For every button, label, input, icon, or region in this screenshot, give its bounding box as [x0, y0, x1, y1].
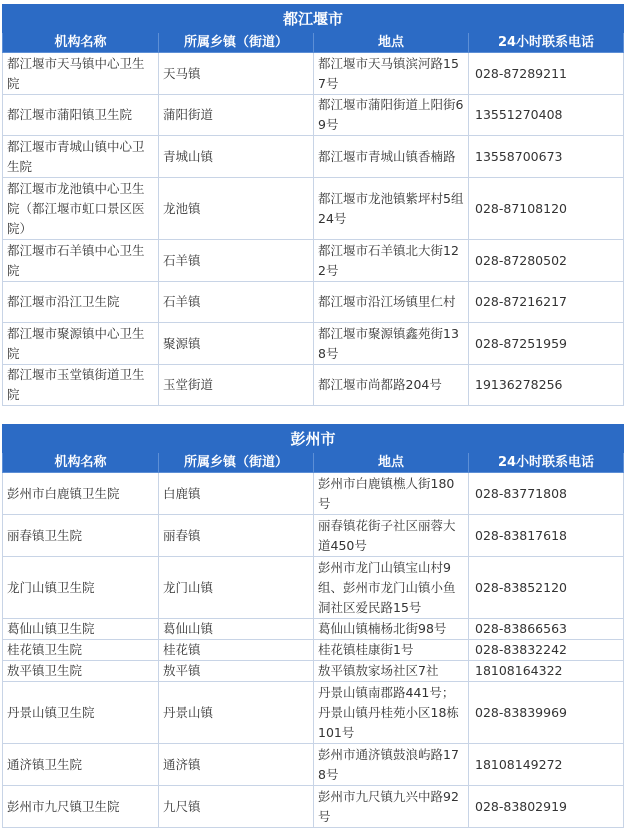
cell-town: 青城山镇 — [159, 136, 314, 178]
table-row — [3, 786, 624, 828]
cell-address: 都江堰市沿江场镇里仁村 — [314, 282, 469, 323]
cell-town: 石羊镇 — [159, 240, 314, 282]
cell-name: 都江堰市天马镇中心卫生院 — [3, 53, 159, 95]
section-dujiangyan — [2, 4, 623, 406]
table-row — [3, 282, 624, 323]
cell-name: 都江堰市蒲阳镇卫生院 — [3, 95, 159, 136]
cell-town: 天马镇 — [159, 53, 314, 95]
column-header-town: 所属乡镇（街道） — [159, 33, 314, 53]
cell-town: 葛仙山镇 — [159, 619, 314, 640]
cell-phone: 13551270408 — [469, 95, 624, 136]
section-title: 彭州市 — [3, 425, 624, 453]
cell-phone: 028-87251959 — [469, 323, 624, 365]
column-header-name: 机构名称 — [3, 33, 159, 53]
cell-town: 石羊镇 — [159, 282, 314, 323]
section-pengzhou — [2, 424, 623, 828]
cell-town: 龙池镇 — [159, 178, 314, 240]
cell-address: 彭州市通济镇鼓浪屿路178号 — [314, 744, 469, 786]
table-row — [3, 323, 624, 365]
cell-address: 都江堰市青城山镇香楠路 — [314, 136, 469, 178]
table-row — [3, 178, 624, 240]
hospital-table — [2, 4, 624, 406]
cell-name: 都江堰市聚源镇中心卫生院 — [3, 323, 159, 365]
section-title: 都江堰市 — [3, 5, 624, 33]
cell-town: 九尺镇 — [159, 786, 314, 828]
cell-phone: 028-83771808 — [469, 473, 624, 515]
hospital-table — [2, 424, 624, 828]
cell-phone: 18108149272 — [469, 744, 624, 786]
cell-town: 聚源镇 — [159, 323, 314, 365]
column-header-name: 机构名称 — [3, 453, 159, 473]
cell-address: 彭州市龙门山镇宝山村9组、彭州市龙门山镇小鱼洞社区爱民路15号 — [314, 557, 469, 619]
cell-name: 都江堰市青城山镇中心卫生院 — [3, 136, 159, 178]
column-header-address: 地点 — [314, 33, 469, 53]
table-row — [3, 619, 624, 640]
column-header-phone: 24小时联系电话 — [469, 33, 624, 53]
cell-address: 都江堰市龙池镇紫坪村5组24号 — [314, 178, 469, 240]
cell-address: 敖平镇敖家场社区7社 — [314, 661, 469, 682]
table-row — [3, 515, 624, 557]
column-header-town: 所属乡镇（街道） — [159, 453, 314, 473]
table-row — [3, 473, 624, 515]
cell-phone: 028-83852120 — [469, 557, 624, 619]
table-row — [3, 53, 624, 95]
cell-name: 丹景山镇卫生院 — [3, 682, 159, 744]
cell-address: 丹景山镇南郡路441号；丹景山镇丹桂苑小区18栋101号 — [314, 682, 469, 744]
cell-town: 蒲阳街道 — [159, 95, 314, 136]
cell-phone: 028-87280502 — [469, 240, 624, 282]
cell-phone: 028-83802919 — [469, 786, 624, 828]
table-row — [3, 640, 624, 661]
cell-town: 桂花镇 — [159, 640, 314, 661]
column-header-address: 地点 — [314, 453, 469, 473]
cell-town: 玉堂街道 — [159, 365, 314, 406]
table-row — [3, 661, 624, 682]
cell-name: 都江堰市沿江卫生院 — [3, 282, 159, 323]
cell-phone: 028-87108120 — [469, 178, 624, 240]
cell-address: 葛仙山镇楠杨北街98号 — [314, 619, 469, 640]
table-row — [3, 744, 624, 786]
table-row — [3, 365, 624, 406]
cell-address: 都江堰市尚都路204号 — [314, 365, 469, 406]
cell-name: 桂花镇卫生院 — [3, 640, 159, 661]
cell-address: 桂花镇桂康街1号 — [314, 640, 469, 661]
cell-name: 都江堰市石羊镇中心卫生院 — [3, 240, 159, 282]
cell-phone: 028-83839969 — [469, 682, 624, 744]
cell-name: 龙门山镇卫生院 — [3, 557, 159, 619]
cell-name: 彭州市白鹿镇卫生院 — [3, 473, 159, 515]
cell-name: 通济镇卫生院 — [3, 744, 159, 786]
cell-phone: 028-83866563 — [469, 619, 624, 640]
cell-address: 都江堰市蒲阳街道上阳街69号 — [314, 95, 469, 136]
cell-phone: 028-87289211 — [469, 53, 624, 95]
cell-name: 都江堰市龙池镇中心卫生院（都江堰市虹口景区医院） — [3, 178, 159, 240]
cell-town: 通济镇 — [159, 744, 314, 786]
table-row — [3, 240, 624, 282]
cell-address: 彭州市九尺镇九兴中路92号 — [314, 786, 469, 828]
cell-name: 葛仙山镇卫生院 — [3, 619, 159, 640]
table-row — [3, 557, 624, 619]
cell-phone: 028-83817618 — [469, 515, 624, 557]
cell-town: 白鹿镇 — [159, 473, 314, 515]
cell-town: 龙门山镇 — [159, 557, 314, 619]
cell-phone: 13558700673 — [469, 136, 624, 178]
cell-phone: 18108164322 — [469, 661, 624, 682]
table-row — [3, 136, 624, 178]
cell-phone: 028-83832242 — [469, 640, 624, 661]
cell-town: 丽春镇 — [159, 515, 314, 557]
column-header-phone: 24小时联系电话 — [469, 453, 624, 473]
cell-name: 敖平镇卫生院 — [3, 661, 159, 682]
cell-address: 都江堰市天马镇滨河路157号 — [314, 53, 469, 95]
cell-phone: 19136278256 — [469, 365, 624, 406]
table-row — [3, 95, 624, 136]
cell-town: 敖平镇 — [159, 661, 314, 682]
cell-address: 都江堰市石羊镇北大街122号 — [314, 240, 469, 282]
cell-name: 彭州市九尺镇卫生院 — [3, 786, 159, 828]
cell-address: 丽春镇花街子社区丽蓉大道450号 — [314, 515, 469, 557]
cell-address: 彭州市白鹿镇樵人街180号 — [314, 473, 469, 515]
cell-name: 丽春镇卫生院 — [3, 515, 159, 557]
cell-name: 都江堰市玉堂镇街道卫生院 — [3, 365, 159, 406]
cell-address: 都江堰市聚源镇鑫苑街138号 — [314, 323, 469, 365]
table-row — [3, 682, 624, 744]
cell-phone: 028-87216217 — [469, 282, 624, 323]
cell-town: 丹景山镇 — [159, 682, 314, 744]
